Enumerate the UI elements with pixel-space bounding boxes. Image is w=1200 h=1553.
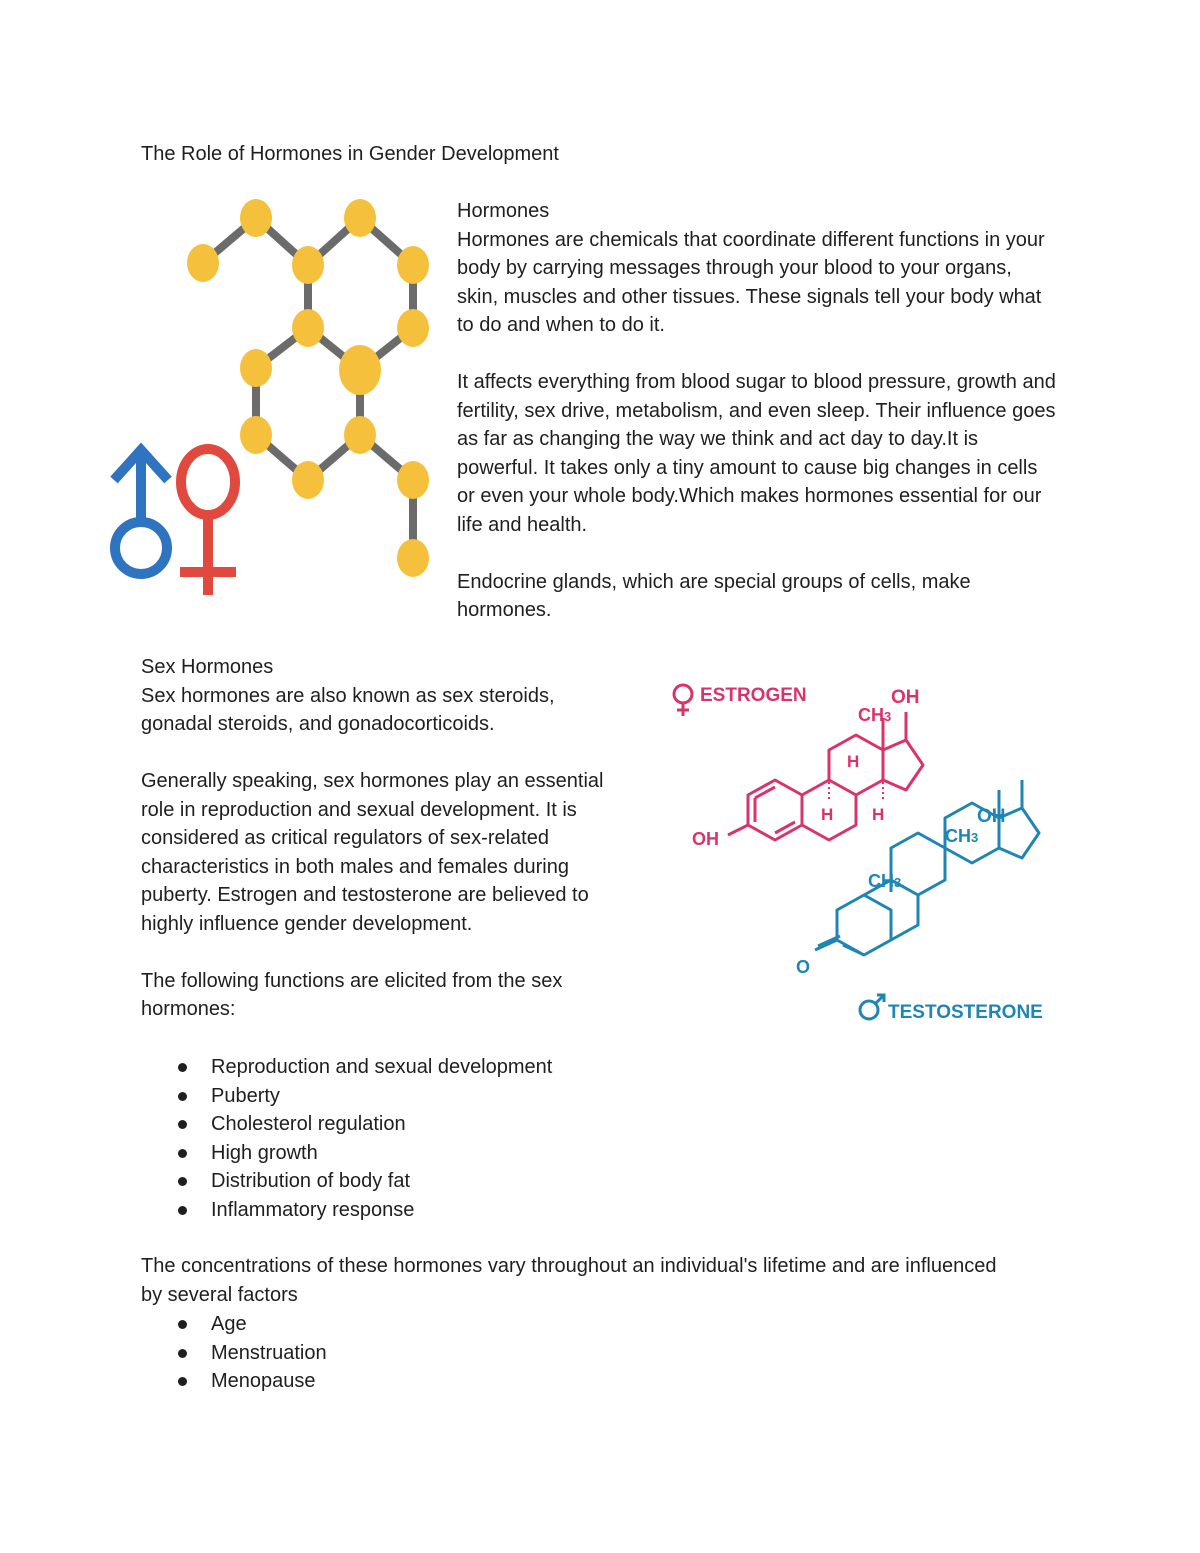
female-symbol-icon [180, 449, 236, 595]
estrogen-oh-left: OH [692, 829, 719, 849]
male-symbol-icon [860, 995, 884, 1019]
list-item: High growth [141, 1139, 741, 1168]
molecule-illustration [100, 190, 440, 610]
list-item: Cholesterol regulation [141, 1110, 741, 1139]
concentrations-intro: The concentrations of these hormones vary throughout an individual's lifetime and are influenced by several factors [141, 1255, 997, 1306]
list-item: Menopause [141, 1367, 741, 1396]
testosterone-ch3-top: CH3 [945, 826, 979, 846]
list-item: Puberty [141, 1082, 741, 1111]
list-item: Inflammatory response [141, 1196, 741, 1225]
hormones-paragraph-3: Endocrine glands, which are special groups of cells, make hormones. [457, 570, 971, 621]
sex-hormones-section [141, 653, 631, 1024]
hormones-heading: Hormones [457, 200, 550, 222]
testosterone-o: O [796, 957, 811, 977]
hormones-section [457, 197, 1057, 625]
list-item: Reproduction and sexual development [141, 1053, 741, 1082]
factors-list [141, 1310, 741, 1396]
sex-hormones-heading: Sex Hormones [141, 656, 274, 678]
hormones-paragraph-2: It affects everything from blood sugar to blood pressure, growth and fertility, sex drive, metabolism, and even sleep. Their influence goes as far as changing the way we think and act day to day.It is powerful. It takes only a tiny amount to cause big changes in cells or even your whole body.Which makes hormones essential for our life and health. [457, 371, 1056, 536]
estrogen-h-right: H [872, 805, 885, 824]
functions-list [141, 1053, 741, 1224]
estrogen-h-top: H [847, 752, 860, 771]
functions-intro: The following functions are elicited from the sex hormones: [141, 969, 563, 1020]
list-item: Distribution of body fat [141, 1167, 741, 1196]
atom-nodes [187, 199, 429, 577]
steroid-structures-diagram [660, 670, 1060, 1030]
testosterone-ch3-mid: CH3 [868, 871, 902, 891]
testosterone-label: TESTOSTERONE [888, 1002, 1043, 1023]
sex-hormones-paragraph-2: Generally speaking, sex hormones play an essential role in reproduction and sexual development. It is considered as critical regulators of sex-related characteristics in both males and females during puberty. Estrogen and testosterone are believed to highly influence gender development. [141, 770, 604, 935]
female-symbol-icon [674, 685, 692, 716]
sex-hormones-paragraph-1: Sex hormones are also known as sex steroids, gonadal steroids, and gonadocorticoids. [141, 684, 555, 735]
estrogen-ch3: CH3 [858, 705, 892, 725]
male-symbol-icon [114, 450, 168, 574]
estrogen-label: ESTROGEN [700, 685, 807, 706]
testosterone-oh: OH [977, 806, 1006, 827]
estrogen-oh-top: OH [891, 687, 920, 708]
estrogen-h-left: H [821, 805, 834, 824]
page-title: The Role of Hormones in Gender Development [141, 143, 559, 165]
list-item: Age [141, 1310, 741, 1339]
hormones-paragraph-1: Hormones are chemicals that coordinate different functions in your body by carrying messages through your blood to your organs, skin, muscles and other tissues. These signals tell your body what to do and when to do it. [457, 228, 1045, 336]
list-item: Menstruation [141, 1339, 741, 1368]
